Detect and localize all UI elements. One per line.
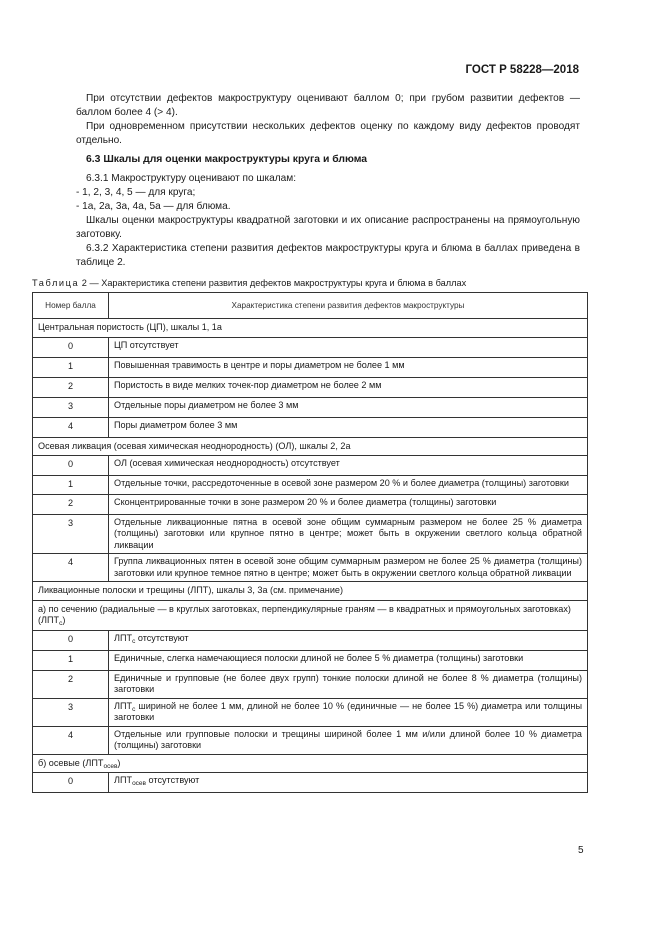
score-cell: 3 [33, 698, 109, 726]
table-row [33, 630, 588, 650]
subscript: с [59, 620, 63, 627]
description-cell: Группа ликвационных пятен в осевой зоне общим суммарным размером не более 25 % диаметра (толщины) заготовки или крупное темное пятно в центре; может быть в окружении светлого кольца обратной ликвации [109, 554, 588, 582]
subgroup-cross-section-end: ) [62, 615, 66, 625]
list-item-bloom: - 1а, 2а, 3а, 4а, 5а — для блюма. [76, 201, 231, 212]
paragraph-multiple-defects: При одновременном присутствии нескольких дефектов оценку по каждому виду дефектов проводят отдельно. [76, 121, 580, 146]
description-cell: Единичные, слегка намечающиеся полоски длиной не более 5 % диаметра (толщины) заготовки [109, 650, 588, 670]
subscript: осев [103, 762, 118, 770]
table-row [33, 417, 588, 437]
score-cell: 0 [33, 337, 109, 357]
subgroup-row-axial [33, 754, 588, 773]
score-cell: 1 [33, 650, 109, 670]
subgroup-axial-text: б) осевые (ЛПТ [38, 757, 104, 768]
group-row-axial-segregation [33, 437, 588, 456]
description-cell [109, 773, 588, 793]
abbreviation-lpt: ЛПТ [114, 775, 133, 785]
list-item-circle: - 1, 2, 3, 4, 5 — для круга; [76, 187, 196, 198]
subgroup-cross-section [33, 600, 588, 630]
subgroup-cross-section-text: а) по сечению (радиальные — в круглых заготовках, перпендикулярные граням — в квадратных и прямоугольных заготовках) (ЛПТ [38, 603, 571, 625]
description-text: отсутствуют [137, 632, 189, 643]
subgroup-axial-end: ) [117, 757, 121, 768]
description-cell: Отдельные точки, рассредоточенные в осевой зоне размером 20 % и более диаметра (толщины) заготовки [109, 476, 588, 495]
subscript: с [132, 637, 136, 645]
score-cell: 0 [33, 456, 109, 476]
score-cell: 2 [33, 377, 109, 397]
score-cell: 3 [33, 514, 109, 554]
subgroup-axial [33, 754, 588, 773]
subgroup-row-cross-section [33, 600, 588, 630]
score-cell: 2 [33, 494, 109, 514]
group-central-porosity: Центральная пористость (ЦП), шкалы 1, 1а [33, 319, 588, 338]
subscript: осев [132, 780, 146, 787]
table-row [33, 456, 588, 476]
score-cell: 4 [33, 726, 109, 754]
description-cell: Отдельные или групповые полоски и трещины шириной более 1 мм и/или длиной более 10 % диаметра (толщины) заготовки [109, 726, 588, 754]
table-row [33, 773, 588, 793]
group-axial-segregation: Осевая ликвация (осевая химическая неоднородность) (ОЛ), шкалы 2, 2а [33, 437, 588, 456]
description-cell: ОЛ (осевая химическая неоднородность) отсутствует [109, 456, 588, 476]
paragraph-6-3-1: 6.3.1 Макроструктуру оценивают по шкалам: [86, 173, 297, 184]
description-cell: Отдельные ликвационные пятна в осевой зоне общим суммарным размером не более 25 % диаметра (толщины) заготовки или крупное пятно в центре; может быть в окружении светлого кольца обратной ликвации [109, 514, 588, 554]
paragraph-6-3-2: 6.3.2 Характеристика степени развития дефектов макроструктуры круга и блюма в баллах приведена в таблице 2. [76, 243, 580, 268]
column-header-score: Номер балла [33, 293, 109, 319]
score-cell: 0 [33, 773, 109, 793]
score-cell: 1 [33, 357, 109, 377]
description-cell: Отдельные поры диаметром не более 3 мм [109, 397, 588, 417]
table-caption-word: Таблица [32, 278, 80, 288]
description-cell: Сконцентрированные точки в зоне размером 20 % и более диаметра (толщины) заготовки [109, 494, 588, 514]
description-cell [109, 698, 588, 726]
table-caption [32, 278, 466, 288]
table-row [33, 698, 588, 726]
table-row [33, 337, 588, 357]
description-cell: Поры диаметром более 3 мм [109, 417, 588, 437]
table-row [33, 377, 588, 397]
score-cell: 3 [33, 397, 109, 417]
group-row-segregation-strips [33, 582, 588, 601]
description-text: шириной не более 1 мм, длиной не более 10 % (единичные — не более 15 %) диаметра или толщины заготовки [114, 700, 582, 722]
group-segregation-strips: Ликвационные полоски и трещины (ЛПТ), шкалы 3, 3а (см. примечание) [33, 582, 588, 601]
table-row [33, 397, 588, 417]
document-code: ГОСТ Р 58228—2018 [465, 64, 579, 76]
table-header-row [33, 293, 588, 319]
subscript: с [132, 705, 136, 713]
description-cell: Пористость в виде мелких точек-пор диаметром не более 2 мм [109, 377, 588, 397]
table-row [33, 650, 588, 670]
group-row-central-porosity [33, 319, 588, 338]
abbreviation-lpt: ЛПТ [114, 632, 133, 643]
abbreviation-lpt: ЛПТ [114, 700, 133, 711]
description-cell: Повышенная травимость в центре и поры диаметром не более 1 мм [109, 357, 588, 377]
score-cell: 2 [33, 670, 109, 698]
description-cell: ЦП отсутствует [109, 337, 588, 357]
paragraph-no-defects: При отсутствии дефектов макроструктуру оценивают баллом 0; при грубом развитии дефектов — баллом более 4 (> 4). [76, 93, 580, 118]
table-caption-text: 2 — Характеристика степени развития дефектов макроструктуры круга и блюма в баллах [81, 278, 467, 288]
score-cell: 0 [33, 630, 109, 650]
description-text: отсутствуют [148, 775, 200, 785]
table-row [33, 670, 588, 698]
table-row [33, 494, 588, 514]
table-row [33, 476, 588, 495]
description-cell: Единичные и групповые (не более двух групп) тонкие полоски длиной не более 8 % диаметра (толщины) заготовки [109, 670, 588, 698]
table-row [33, 554, 588, 582]
defects-table [32, 292, 588, 793]
score-cell: 4 [33, 554, 109, 582]
page-number: 5 [578, 845, 584, 856]
section-title: 6.3 Шкалы для оценки макроструктуры круга и блюма [86, 154, 368, 165]
table-row [33, 726, 588, 754]
paragraph-rectangular: Шкалы оценки макроструктуры квадратной заготовки и их описание распространены на прямоугольную заготовку. [76, 215, 580, 240]
table-row [33, 514, 588, 554]
table-row [33, 357, 588, 377]
score-cell: 4 [33, 417, 109, 437]
column-header-description: Характеристика степени развития дефектов макроструктуры [109, 293, 588, 319]
score-cell: 1 [33, 476, 109, 495]
description-cell [109, 630, 588, 650]
